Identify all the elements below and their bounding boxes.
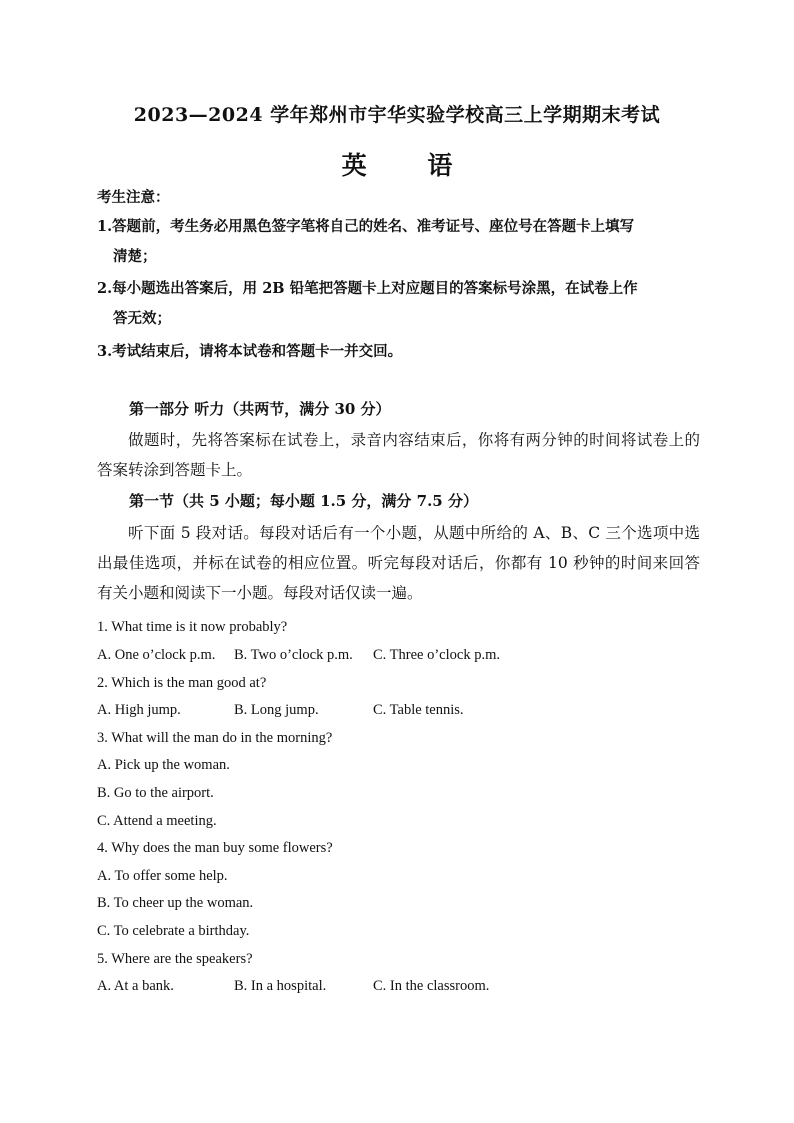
option-b: B. In a hospital. <box>234 978 327 994</box>
question-stem: 1. What time is it now probably? <box>97 619 288 635</box>
option-a: A. To offer some help. <box>97 868 228 884</box>
option-b: B. Two o’clock p.m. <box>234 647 353 663</box>
question-stem: 4. Why does the man buy some flowers? <box>97 840 333 856</box>
notice-number: 1. <box>97 218 113 235</box>
notice-item <box>97 212 697 272</box>
part1-title: 第一部分 听力（共两节，满分 30 分） <box>129 400 391 418</box>
notice-number: 3. <box>97 343 113 360</box>
question-options <box>97 702 697 722</box>
notice-heading: 考生注意： <box>97 189 170 206</box>
notice-item <box>97 337 697 367</box>
option-b: B. To cheer up the woman. <box>97 895 254 911</box>
option-a: A. High jump. <box>97 702 181 718</box>
question-stem: 3. What will the man do in the morning? <box>97 730 333 746</box>
subject-title: 英 语 <box>341 151 479 180</box>
section1-instructions: 听下面 5 段对话。每段对话后有一个小题，从题中所给的 A、B、C 三个选项中选出最佳选项，并标在试卷的相应位置。听完每段对话后，你都有 10 秒钟的时间来回答有关小题和阅读下一小题。每段对话仅读一遍。 <box>97 524 700 602</box>
part1-instructions: 做题时，先将答案标在试卷上，录音内容结束后，你将有两分钟的时间将试卷上的答案转涂到答题卡上。 <box>97 431 700 479</box>
notice-text: 考试结束后，请将本试卷和答题卡一并交回。 <box>112 343 403 360</box>
notice-text-continued: 清楚； <box>113 248 157 265</box>
notice-text: 每小题选出答案后，用 2B 铅笔把答题卡上对应题目的答案标号涂黑，在试卷上作 <box>112 280 638 297</box>
question-options <box>97 647 697 667</box>
option-a: A. One o’clock p.m. <box>97 647 216 663</box>
option-c: C. Attend a meeting. <box>97 813 217 829</box>
exam-title: 2023—2024 学年郑州市宇华实验学校高三上学期期末考试 <box>133 104 661 126</box>
question-options <box>97 978 697 998</box>
question-stem: 2. Which is the man good at? <box>97 675 267 691</box>
option-b: B. Go to the airport. <box>97 785 214 801</box>
option-b: B. Long jump. <box>234 702 319 718</box>
notice-text-continued: 答无效； <box>113 310 171 327</box>
option-c: C. Three o’clock p.m. <box>373 647 500 663</box>
option-c: C. To celebrate a birthday. <box>97 923 250 939</box>
notice-text: 答题前，考生务必用黑色签字笔将自己的姓名、准考证号、座位号在答题卡上填写 <box>112 218 635 235</box>
option-a: A. Pick up the woman. <box>97 757 230 773</box>
option-c: C. In the classroom. <box>373 978 490 994</box>
notice-item <box>97 274 697 334</box>
notice-number: 2. <box>97 280 113 297</box>
section1-title: 第一节（共 5 小题；每小题 1.5 分，满分 7.5 分） <box>129 492 478 510</box>
option-c: C. Table tennis. <box>373 702 464 718</box>
option-a: A. At a bank. <box>97 978 174 994</box>
question-stem: 5. Where are the speakers? <box>97 951 253 967</box>
